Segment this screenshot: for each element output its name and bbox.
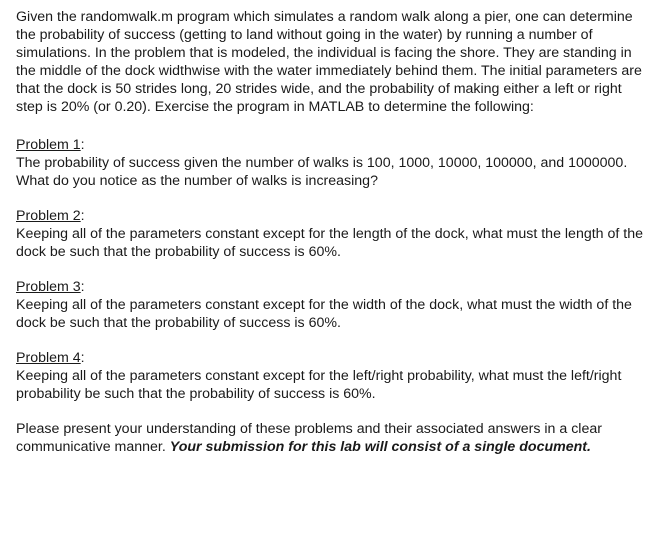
problem-2-heading	[16, 207, 652, 225]
problem-1-title: Problem 1	[16, 137, 81, 153]
problem-3-title: Problem 3	[16, 279, 81, 295]
problem-3-colon: :	[80, 279, 85, 295]
problem-1-colon: :	[80, 137, 85, 153]
document-page	[16, 8, 652, 456]
problem-1	[16, 136, 652, 190]
problem-2-colon: :	[80, 208, 85, 224]
problem-2-title: Problem 2	[16, 208, 81, 224]
closing-emphasis: Your submission for this lab will consist of a single document.	[169, 439, 591, 455]
problem-2-text: Keeping all of the parameters constant except for the length of the dock, what must the length of the dock be such that the probability of success is 60%.	[16, 226, 644, 260]
problem-4-heading	[16, 349, 652, 367]
problem-3	[16, 278, 652, 332]
closing-paragraph	[16, 420, 652, 456]
problem-4-colon: :	[80, 350, 85, 366]
problem-3-heading	[16, 278, 652, 296]
problem-4-text: Keeping all of the parameters constant except for the left/right probability, what must the left/right probability be such that the probability of success is 60%.	[16, 368, 622, 402]
problem-4	[16, 349, 652, 403]
problem-2	[16, 207, 652, 261]
closing-text: Please present your understanding of these problems and their associated answers in a clear communicative manner.	[16, 421, 602, 455]
problem-1-text: The probability of success given the number of walks is 100, 1000, 10000, 100000, and 1000000. What do you notice as the number of walks is increasing?	[16, 155, 628, 189]
intro-paragraph: Given the randomwalk.m program which simulates a random walk along a pier, one can determine the probability of success (getting to land without going in the water) by running a number of simulations. In the problem that is modeled, the individual is facing the shore. They are standing in the middle of the dock widthwise with the water immediately behind them. The initial parameters are that the dock is 50 strides long, 20 strides wide, and the probability of making either a left or right step is 20% (or 0.20). Exercise the program in MATLAB to determine the following:	[16, 9, 642, 115]
problem-1-heading	[16, 136, 652, 154]
problem-3-text: Keeping all of the parameters constant except for the width of the dock, what must the width of the dock be such that the probability of success is 60%.	[16, 297, 632, 331]
problem-4-title: Problem 4	[16, 350, 81, 366]
